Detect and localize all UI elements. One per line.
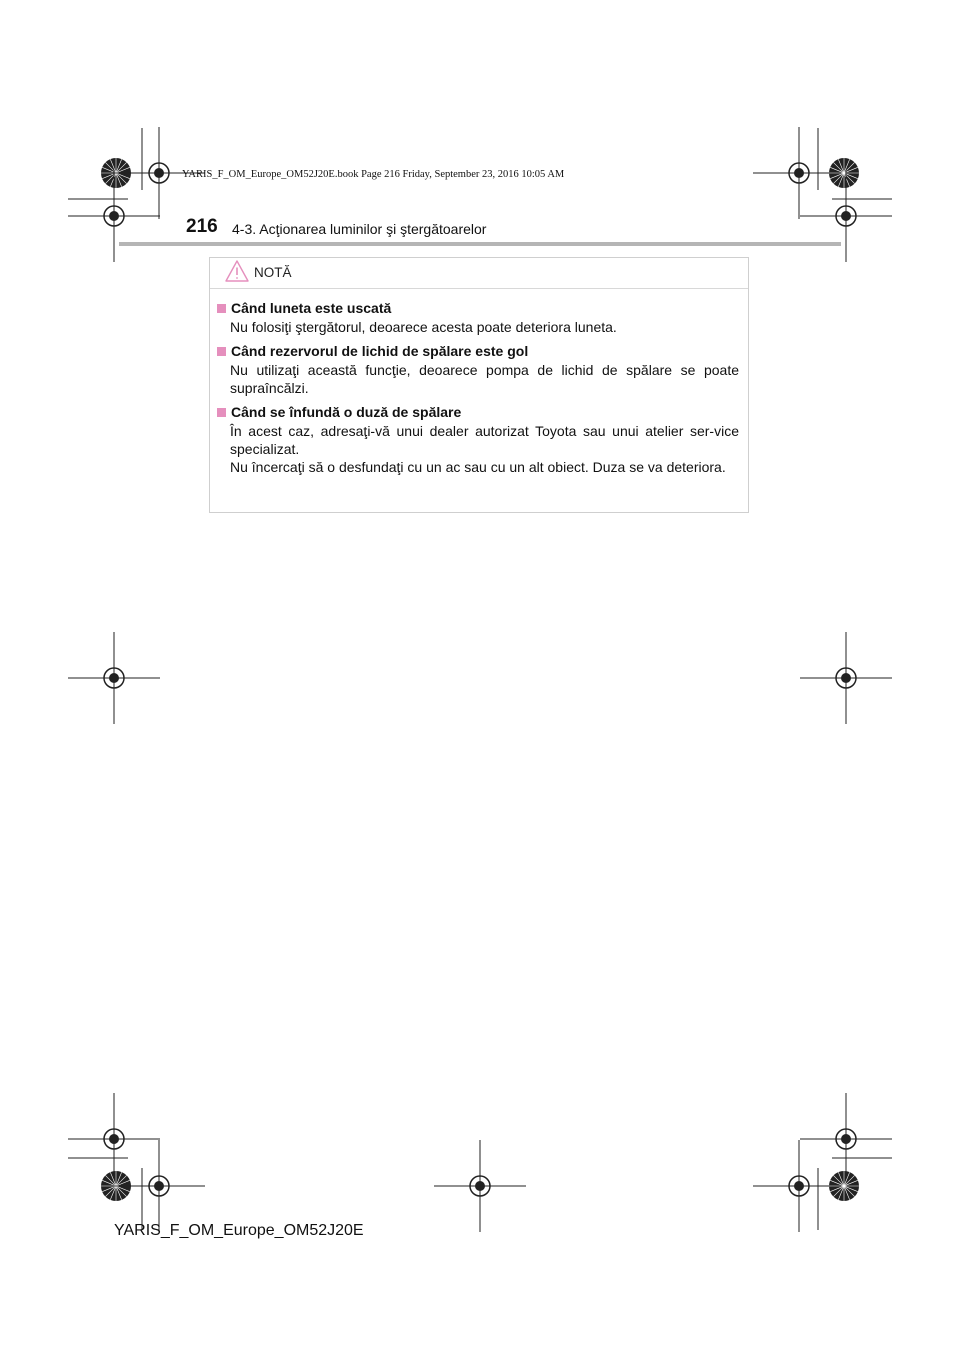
note-item-title	[217, 403, 739, 422]
registration-burst-icon	[829, 158, 859, 188]
note-item-title-text: Când se înfundă o duză de spălare	[231, 404, 462, 420]
registration-cross-icon	[434, 1140, 526, 1232]
page-number: 216	[186, 216, 218, 237]
note-item	[217, 299, 739, 336]
footer-code: YARIS_F_OM_Europe_OM52J20E	[114, 1222, 364, 1239]
header-rule	[119, 242, 841, 246]
warning-triangle-icon	[224, 259, 250, 283]
note-item-title	[217, 299, 739, 318]
registration-cross-icon	[68, 632, 160, 724]
registration-cross-icon	[68, 170, 160, 262]
note-item-text: Nu utilizaţi această funcţie, deoarece pompa de lichid de spălare se poate supraîncălzi.	[230, 362, 739, 396]
book-info: YARIS_F_OM_Europe_OM52J20E.book Page 216 Friday, September 23, 2016 10:05 AM	[182, 169, 565, 180]
note-item-title-text: Când luneta este uscată	[231, 300, 392, 316]
note-item	[217, 403, 739, 476]
square-bullet-icon	[217, 408, 226, 417]
note-item-text: În acest caz, adresaţi-vă unui dealer autorizat Toyota sau unui atelier ser-vice specializat.	[230, 423, 739, 457]
registration-cross-icon	[800, 632, 892, 724]
registration-burst-icon	[829, 1171, 859, 1201]
section-title: 4-3. Acţionarea luminilor şi ştergătoarelor	[232, 221, 487, 237]
note-box	[209, 257, 749, 513]
note-item-text: Nu folosiţi ştergătorul, deoarece acesta poate deteriora luneta.	[230, 319, 617, 335]
registration-cross-icon	[800, 170, 892, 262]
square-bullet-icon	[217, 304, 226, 313]
note-item-text: Nu încercaţi să o desfundaţi cu un ac sau cu un alt obiect. Duza se va deteriora.	[230, 459, 726, 475]
registration-cross-icon	[113, 1140, 205, 1232]
note-item	[217, 342, 739, 397]
note-item-title	[217, 342, 739, 361]
note-items	[217, 299, 739, 482]
note-header	[210, 258, 748, 289]
note-item-title-text: Când rezervorul de lichid de spălare este gol	[231, 343, 529, 359]
note-label: NOTĂ	[254, 265, 292, 280]
square-bullet-icon	[217, 347, 226, 356]
